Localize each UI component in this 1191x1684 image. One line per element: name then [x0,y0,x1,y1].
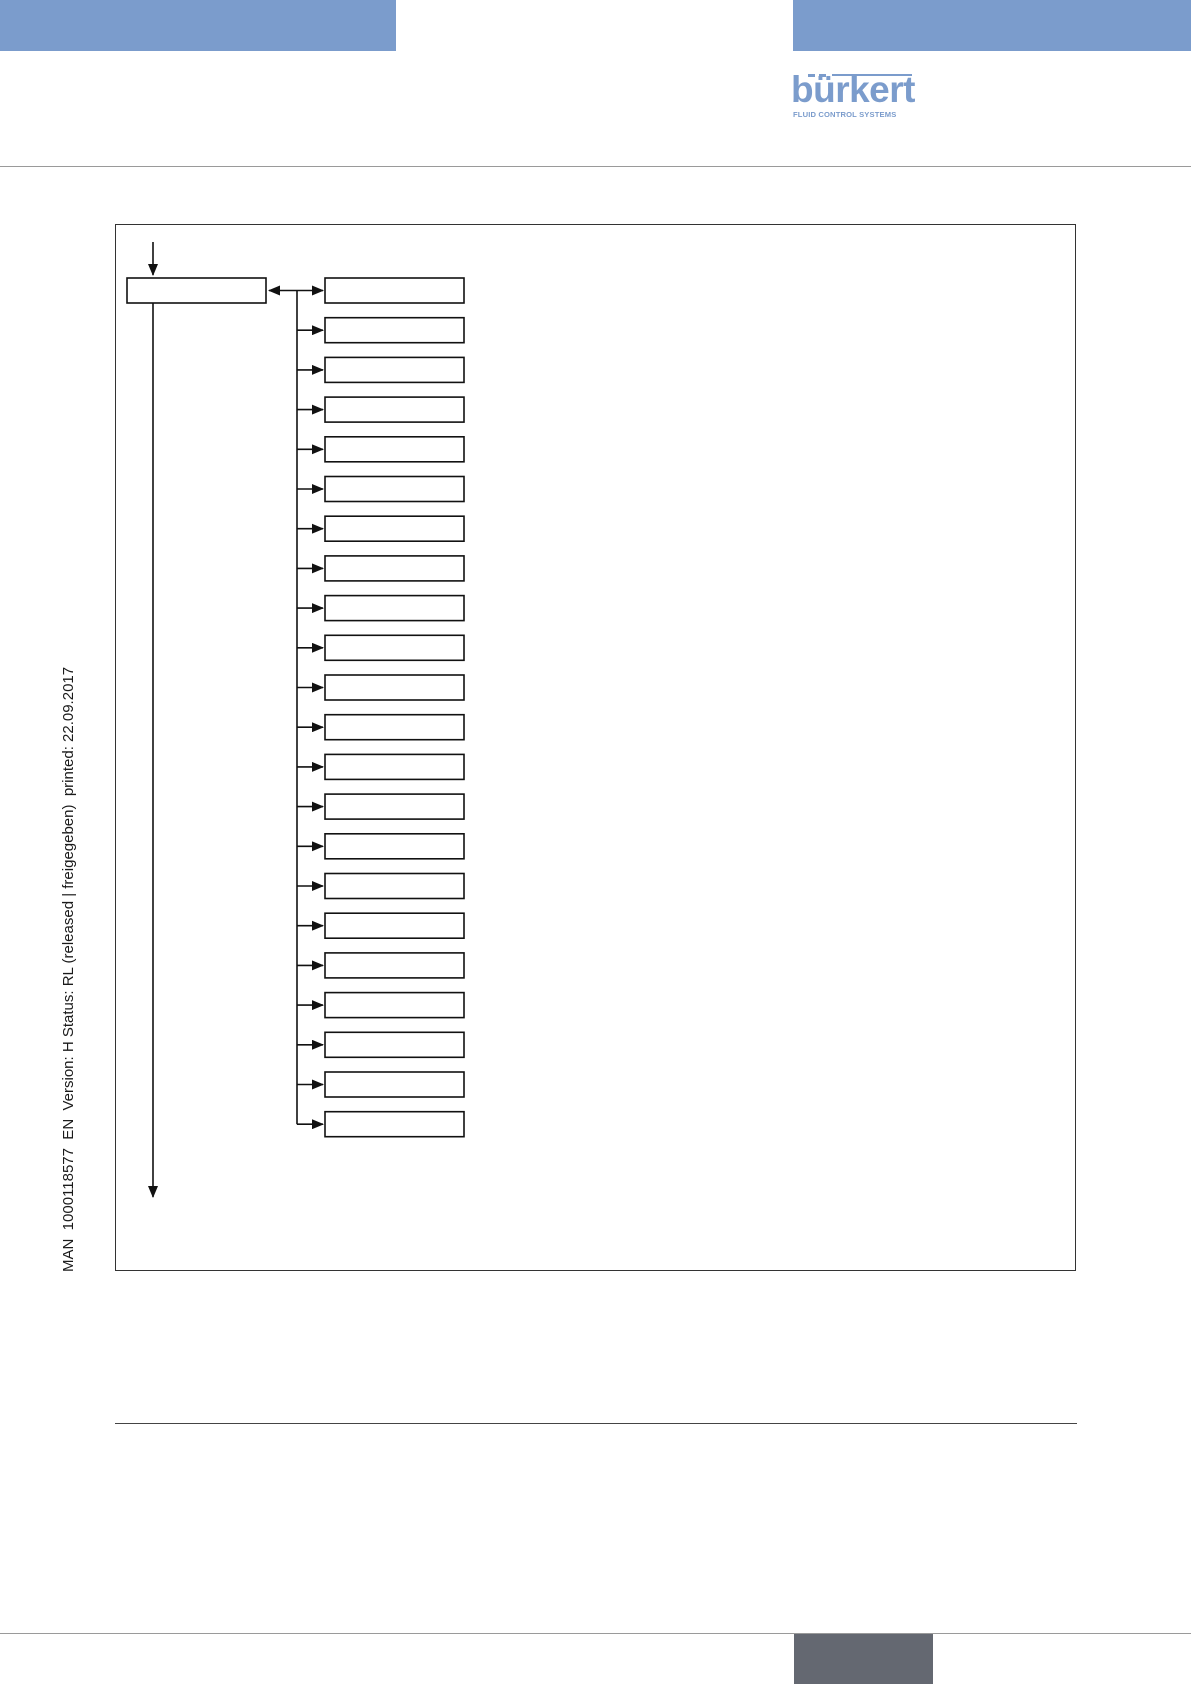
menu-item-box [325,1032,464,1057]
menu-item-box [325,675,464,700]
menu-item-box [325,477,464,502]
brand-tagline: FLUID CONTROL SYSTEMS [793,110,897,119]
menu-item-box [325,1112,464,1137]
menu-item-box [325,1072,464,1097]
menu-item-box [325,635,464,660]
bottom-rule [0,1633,1191,1634]
menu-item-box [325,357,464,382]
menu-item-box [325,437,464,462]
menu-item-box [325,516,464,541]
menu-item-box [325,397,464,422]
menu-item-box [325,874,464,899]
menu-item-box [325,556,464,581]
brand-wordmark: bürkert [791,69,915,110]
menu-item-box [325,754,464,779]
menu-item-box [325,834,464,859]
menu-item-box [325,794,464,819]
menu-item-box [325,318,464,343]
menu-item-box [325,715,464,740]
menu-item-box [325,596,464,621]
menu-item-box [325,953,464,978]
document-status-note: MAN 1000118577 EN Version: H Status: RL (released | freigegeben) printed: 22.09.2017 [60,666,77,1272]
root-box [127,278,266,303]
menu-item-box [325,913,464,938]
page-number-tab [794,1634,933,1684]
menu-item-box [325,993,464,1018]
footer-rule [115,1423,1077,1424]
menu-item-box [325,278,464,303]
